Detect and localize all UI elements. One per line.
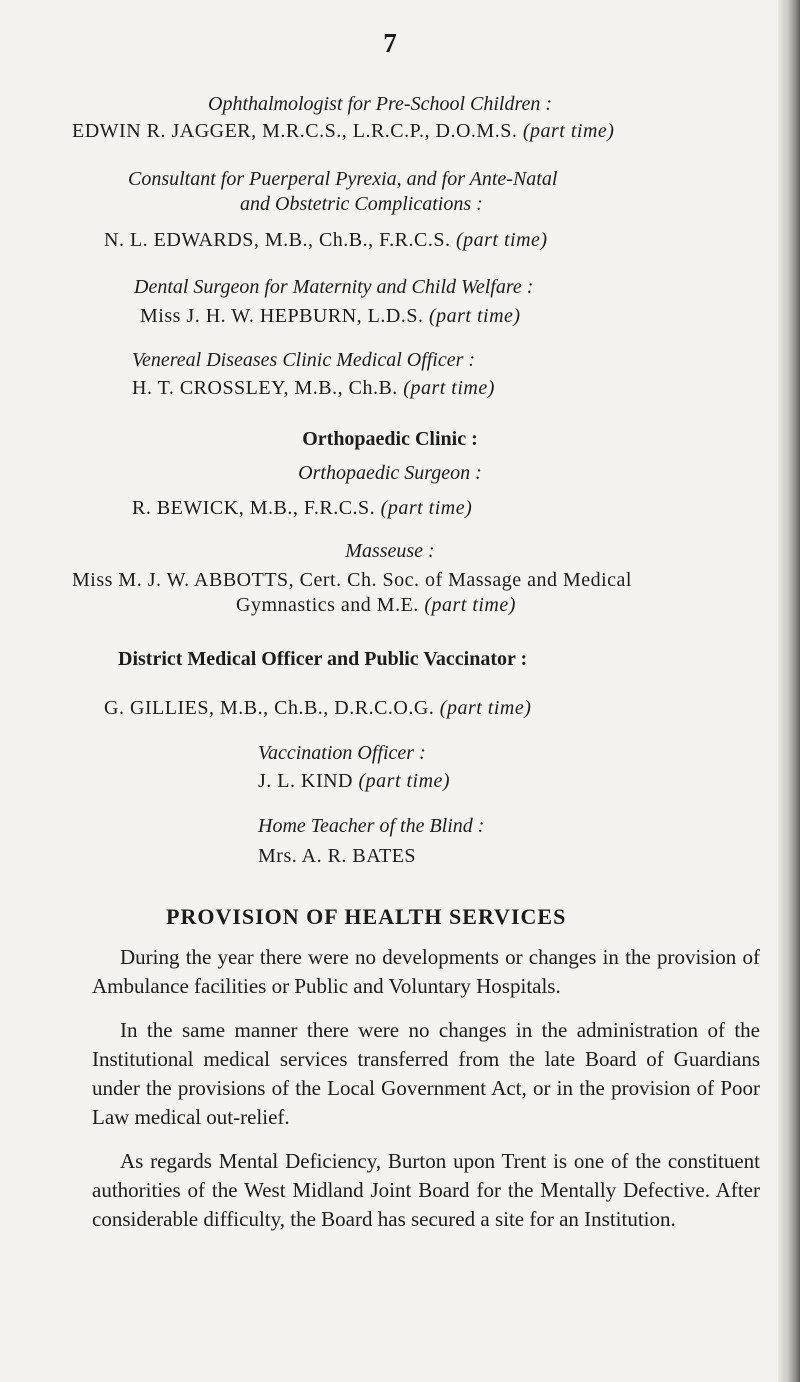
officer-name: EDWIN R. JAGGER, M.R.C.S., L.R.C.P., D.O.M.S. <box>72 120 518 142</box>
part-time-note: (part time) <box>358 770 451 792</box>
heading-orthopaedic-clinic: Orthopaedic Clinic : <box>302 428 478 450</box>
part-time-note: (part time) <box>439 697 532 719</box>
role-venereal-diseases: Venereal Diseases Clinic Medical Officer : <box>132 349 476 371</box>
officer-hepburn <box>140 305 521 328</box>
paragraph-mental-deficiency: As regards Mental Deficiency, Burton upon Trent is one of the constituent authorities of the West Midland Joint Board for the Mentally Defective. After considerable difficulty, the Board has secured a site for an Institution. <box>92 1149 760 1231</box>
role-consultant-line2: and Obstetric Complications : <box>240 193 483 215</box>
officer-jagger <box>72 120 614 143</box>
officer-abbotts-line1: Miss M. J. W. ABBOTTS, Cert. Ch. Soc. of Massage and Medical <box>72 569 632 591</box>
qualification-text: Gymnastics and M.E. <box>236 594 419 616</box>
officer-bates: Mrs. A. R. BATES <box>258 845 417 867</box>
officer-gillies <box>104 697 531 720</box>
officer-edwards <box>104 229 548 252</box>
part-time-note: (part time) <box>403 377 495 399</box>
officer-name: R. BEWICK, M.B., F.R.C.S. <box>132 497 376 519</box>
officer-bewick <box>132 497 472 520</box>
paragraph-institutional: In the same manner there were no changes in the administration of the Institutional medical services transferred from the late Board of Guardians under the provisions of the Local Government Act, or in the provision of Poor Law medical out-relief. <box>92 1018 760 1129</box>
role-vaccination-officer: Vaccination Officer : <box>258 742 426 764</box>
heading-district-medical-officer: District Medical Officer and Public Vaccinator : <box>118 648 528 670</box>
section-title: PROVISION OF HEALTH SERVICES <box>166 904 567 929</box>
role-ophthalmologist: Ophthalmologist for Pre-School Children : <box>208 93 553 115</box>
part-time-note: (part time) <box>455 229 548 251</box>
role-orthopaedic-surgeon: Orthopaedic Surgeon : <box>298 462 482 484</box>
officer-kind <box>258 770 450 793</box>
page-edge-shadow <box>778 0 800 1382</box>
page-number: 7 <box>383 28 397 58</box>
part-time-note: (part time) <box>424 594 516 616</box>
officer-crossley <box>132 377 495 400</box>
part-time-note: (part time) <box>380 497 473 519</box>
officer-name: G. GILLIES, M.B., Ch.B., D.R.C.O.G. <box>104 697 435 719</box>
officer-abbotts-line2 <box>236 594 516 617</box>
part-time-note: (part time) <box>428 305 521 327</box>
officer-name: Miss J. H. W. HEPBURN, L.D.S. <box>140 305 424 327</box>
officer-name: H. T. CROSSLEY, M.B., Ch.B. <box>132 377 398 399</box>
officer-name: J. L. KIND <box>258 770 353 792</box>
role-home-teacher-blind: Home Teacher of the Blind : <box>258 815 485 837</box>
role-dental-surgeon: Dental Surgeon for Maternity and Child Welfare : <box>134 276 534 298</box>
role-consultant-line1: Consultant for Puerperal Pyrexia, and for Ante-Natal <box>128 168 558 190</box>
role-masseuse: Masseuse : <box>345 540 435 562</box>
officer-name: N. L. EDWARDS, M.B., Ch.B., F.R.C.S. <box>104 229 451 251</box>
paragraph-ambulance: During the year there were no developments or changes in the provision of Ambulance facilities or Public and Voluntary Hospitals. <box>92 945 760 998</box>
part-time-note: (part time) <box>522 120 615 142</box>
